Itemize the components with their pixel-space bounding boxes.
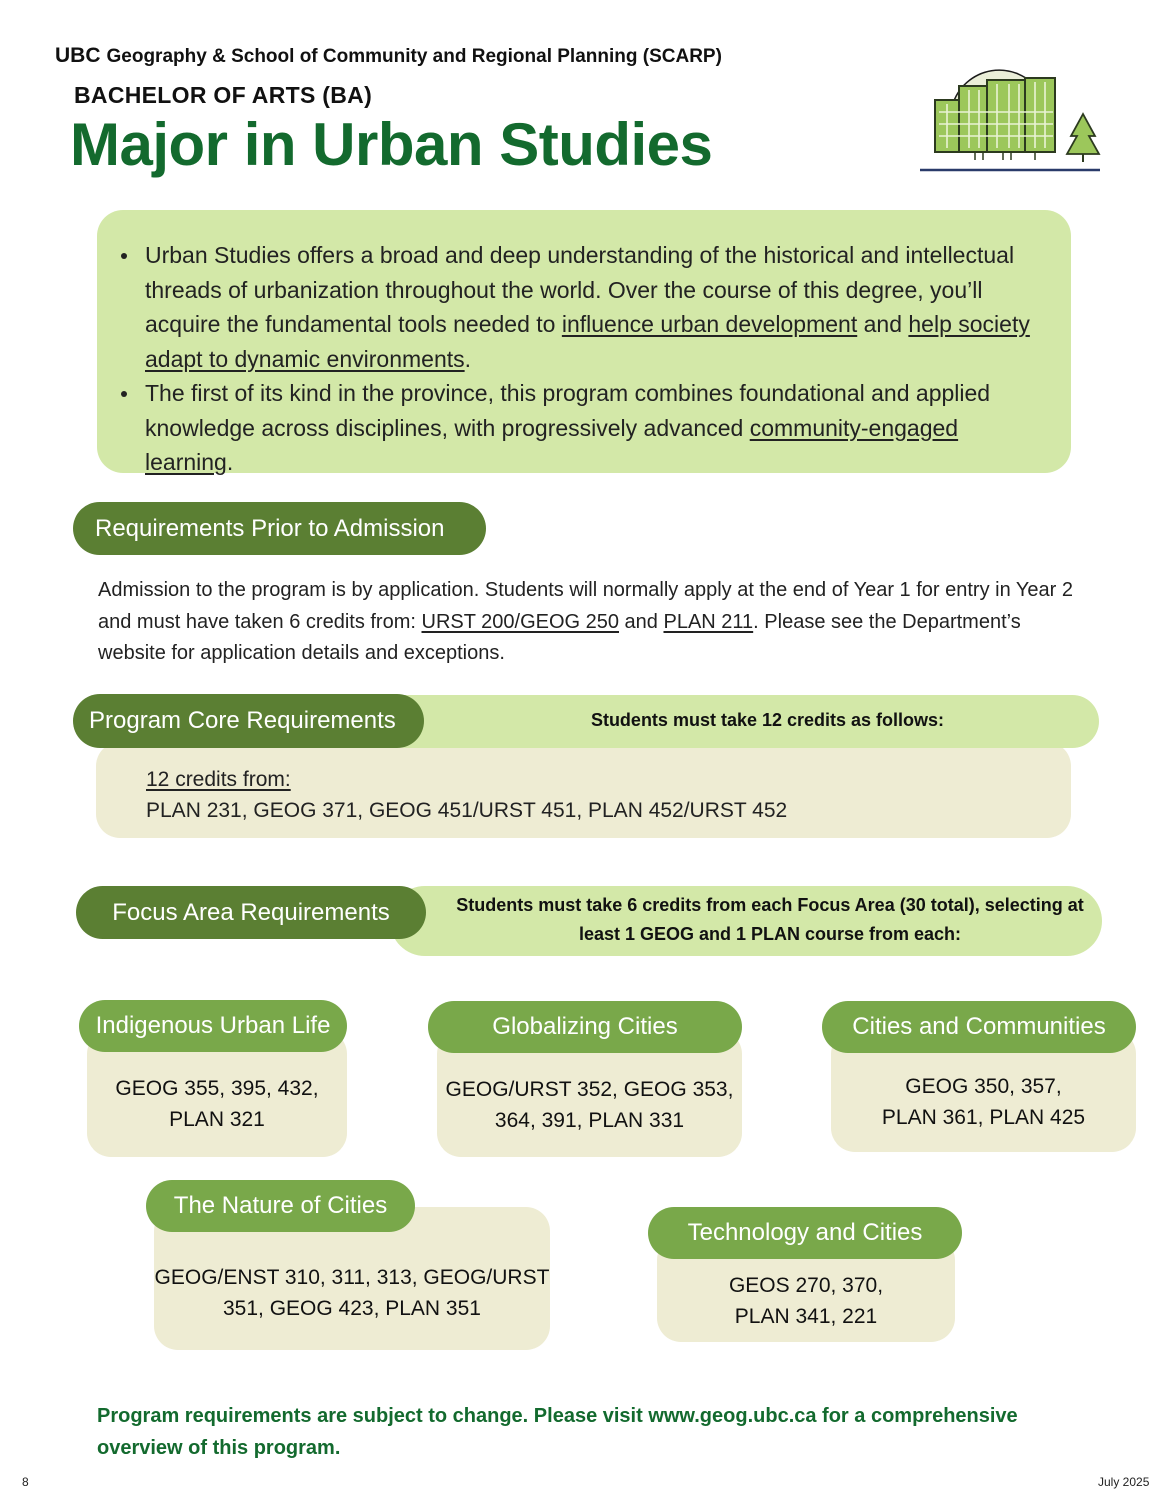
admission-heading: Requirements Prior to Admission — [73, 502, 486, 555]
degree-label: BACHELOR OF ARTS (BA) — [74, 82, 373, 108]
focus-heading: Focus Area Requirements — [76, 886, 426, 939]
plan211-link[interactable]: PLAN 211 — [663, 610, 754, 633]
help-society-adapt-link[interactable]: help society adapt to dynamic environments — [145, 311, 1030, 372]
community-engaged-learning-link[interactable]: community-engaged learning — [145, 414, 959, 475]
admission-text: Admission to the program is by application. Students will normally apply at the end of Year 1 for entry in Year 2 and must have taken 6 credits from: URST 200/GEOG 250 and PLAN 211. Please see the Department’s website for application details and exceptions. — [98, 579, 1073, 664]
department-line — [55, 44, 722, 68]
focus-title-communities: Cities and Communities — [822, 1001, 1136, 1053]
ubc-wordmark: UBC — [55, 44, 101, 67]
focus-card-communities: GEOG 350, 357, PLAN 361, PLAN 425 — [831, 1030, 1136, 1152]
focus-card-indigenous: GEOG 355, 395, 432, PLAN 321 — [87, 1030, 347, 1157]
focus-title-nature: The Nature of Cities — [146, 1180, 415, 1232]
footer-note: Program requirements are subject to change. Please visit www.geog.ubc.ca for a comprehensive overview of this program. — [97, 1405, 1018, 1459]
influence-urban-development-link[interactable]: influence urban development — [561, 311, 858, 337]
focus-title-technology: Technology and Cities — [648, 1207, 962, 1259]
focus-note: Students must take 6 credits from each Focus Area (30 total), selecting at least 1 GEOG and 1 PLAN course from each: — [456, 895, 1084, 944]
pine-tree-icon — [1067, 114, 1099, 162]
focus-title-indigenous: Indigenous Urban Life — [79, 1000, 347, 1052]
intro-box — [97, 210, 1071, 473]
city-skyline-illustration — [915, 48, 1105, 178]
core-credits-label: 12 credits from: — [146, 768, 291, 791]
core-heading: Program Core Requirements — [73, 694, 424, 748]
focus-card-nature: GEOG/ENST 310, 311, 313, GEOG/URST 351, GEOG 423, PLAN 351 — [154, 1207, 550, 1350]
core-courses-box — [96, 742, 1071, 838]
core-note: Students must take 12 credits as follows: — [590, 710, 945, 730]
focus-card-globalizing: GEOG/URST 352, GEOG 353, 364, 391, PLAN 331 — [437, 1030, 742, 1157]
department-name: Geography & School of Community and Regional Planning (SCARP) — [106, 46, 722, 67]
focus-card-technology: GEOS 270, 370, PLAN 341, 221 — [657, 1236, 955, 1342]
intro-list — [145, 238, 1035, 480]
focus-title-globalizing: Globalizing Cities — [428, 1001, 742, 1053]
intro-bullet-1: Urban Studies offers a broad and deep understanding of the historical and intellectual threads of urbanization throughout the world. Over the course of this degree, you’ll acquire the fundamental tools needed to influence urban development and help society adapt to dynamic environments. — [145, 238, 1035, 376]
core-course-list: PLAN 231, GEOG 371, GEOG 451/URST 451, PLAN 452/URST 452 — [146, 799, 788, 822]
publish-date: July 2025 — [1098, 1475, 1150, 1489]
page-number: 8 — [22, 1475, 29, 1489]
intro-bullet-2: The first of its kind in the province, this program combines foundational and applied knowledge across disciplines, with progressively advanced community-engaged learning. — [145, 376, 1035, 480]
urst200-geog250-link[interactable]: URST 200/GEOG 250 — [421, 610, 619, 633]
page-title: Major in Urban Studies — [70, 111, 713, 178]
